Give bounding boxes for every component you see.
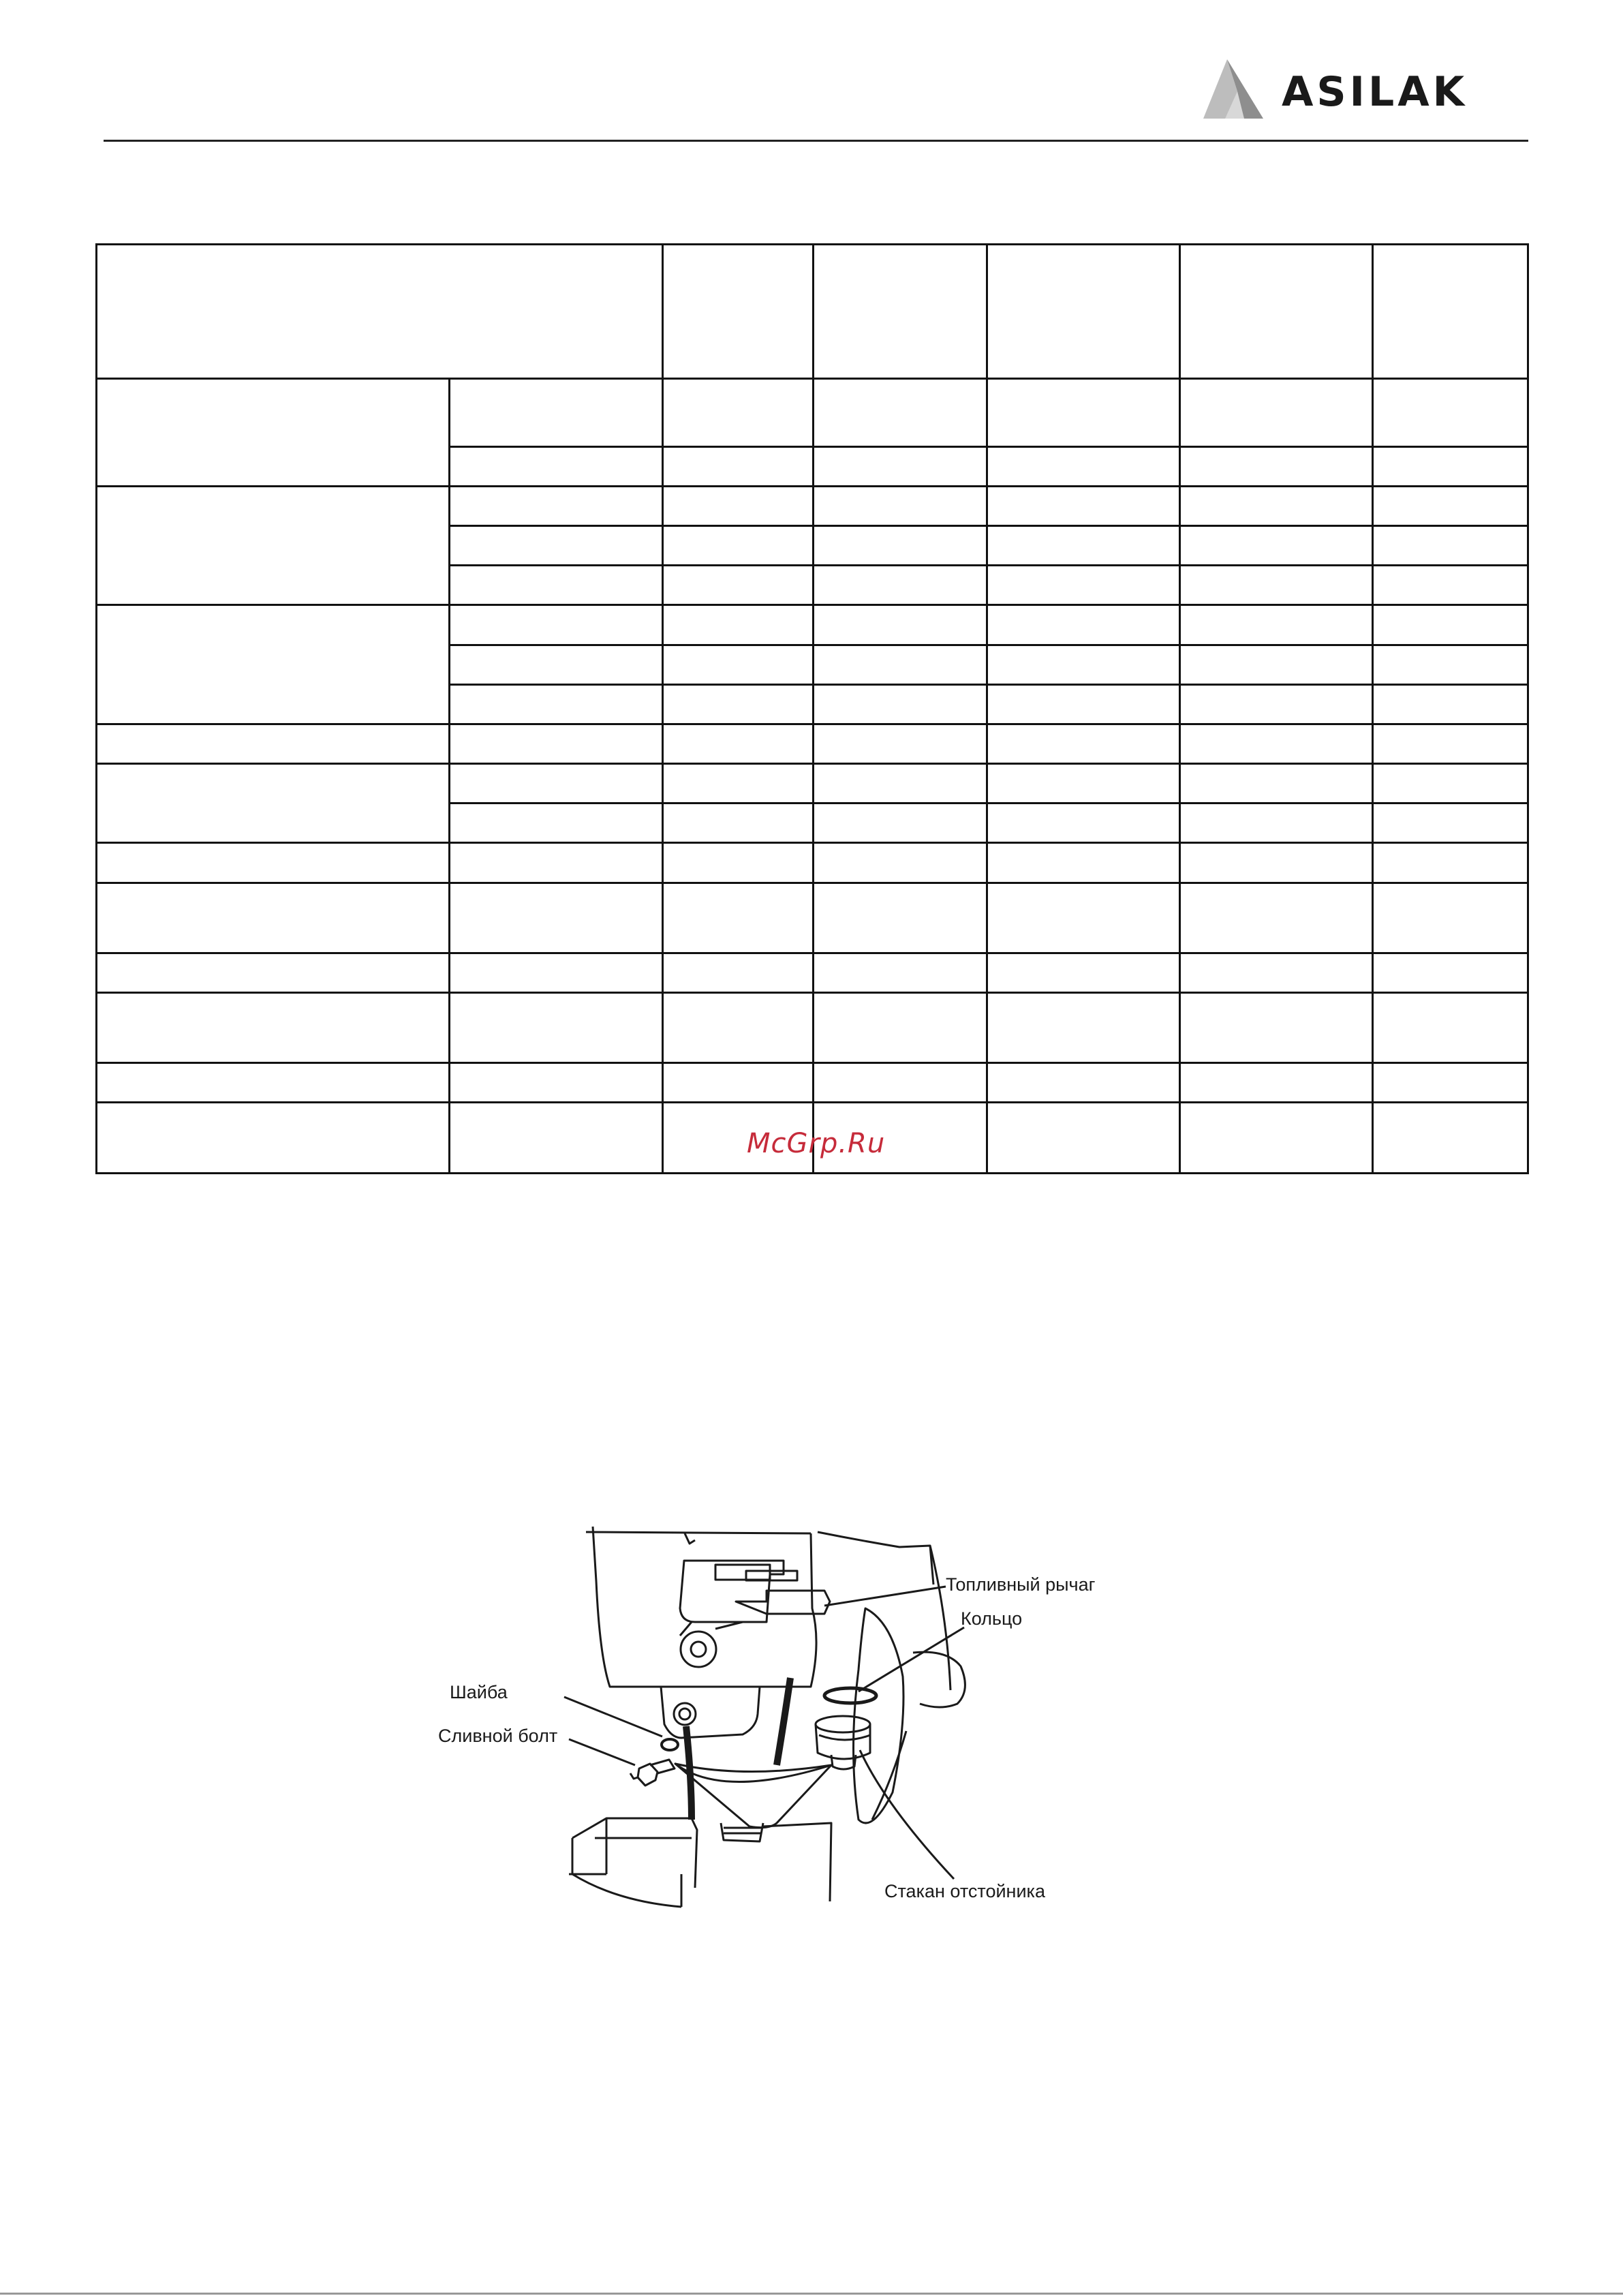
table-cell [663, 883, 814, 953]
table-cell [1373, 1103, 1528, 1174]
table-cell [663, 953, 814, 992]
table-row [97, 724, 1528, 763]
table-cell [1373, 883, 1528, 953]
table-cell [987, 803, 1180, 843]
table-cell [814, 883, 987, 953]
table-cell [450, 803, 663, 843]
table-cell [1180, 605, 1373, 645]
table-cell [814, 487, 987, 526]
table-cell [1373, 953, 1528, 992]
table-cell [450, 378, 663, 446]
table-cell [450, 1063, 663, 1103]
sediment-cup-diagram [422, 1520, 1186, 1929]
table-cell [814, 764, 987, 803]
drain-bolt-label: Сливной болт [438, 1726, 558, 1746]
table-cell [1180, 446, 1373, 486]
table-cell [1373, 605, 1528, 645]
table-cell [814, 953, 987, 992]
table-cell [1373, 993, 1528, 1063]
table-cell [663, 526, 814, 566]
table-cell [450, 566, 663, 605]
table-cell [987, 684, 1180, 724]
table-cell [1180, 684, 1373, 724]
table-row [97, 605, 1528, 645]
table-row [97, 843, 1528, 883]
table-cell [663, 245, 814, 379]
table-cell [450, 764, 663, 803]
table-cell [97, 1103, 450, 1174]
table-cell [1373, 378, 1528, 446]
table-cell [97, 724, 450, 763]
table-cell [663, 803, 814, 843]
table-cell [987, 1103, 1180, 1174]
table-cell [450, 1103, 663, 1174]
table-cell [1180, 526, 1373, 566]
table-cell [97, 487, 450, 605]
table-cell [1373, 1063, 1528, 1103]
table-cell [1373, 526, 1528, 566]
table-cell [987, 883, 1180, 953]
table-cell [987, 764, 1180, 803]
table-cell [1180, 883, 1373, 953]
brand-logo [1196, 56, 1524, 124]
table-cell [97, 953, 450, 992]
brand-wordmark: ASILAK [1282, 68, 1468, 116]
table-cell [987, 645, 1180, 684]
table-cell [987, 724, 1180, 763]
table-cell [1180, 724, 1373, 763]
fuel-lever-label: Топливный рычаг [946, 1574, 1096, 1595]
table-cell [97, 245, 663, 379]
table-cell [987, 526, 1180, 566]
table-cell [1180, 843, 1373, 883]
table-cell [663, 684, 814, 724]
table-cell [1373, 724, 1528, 763]
ring-label: Кольцо [961, 1608, 1023, 1629]
table-cell [1180, 764, 1373, 803]
table-cell [1180, 1063, 1373, 1103]
table-cell [97, 764, 450, 843]
table-cell [814, 803, 987, 843]
spec-table [95, 243, 1529, 1174]
table-cell [987, 245, 1180, 379]
table-cell [814, 245, 987, 379]
table-cell [1373, 843, 1528, 883]
table-cell [1373, 803, 1528, 843]
table-cell [450, 645, 663, 684]
table-cell [987, 487, 1180, 526]
table-cell [663, 605, 814, 645]
table-cell [663, 724, 814, 763]
table-cell [1373, 684, 1528, 724]
table-cell [450, 684, 663, 724]
table-cell [814, 724, 987, 763]
sediment-cup-label: Стакан отстойника [884, 1881, 1045, 1901]
table-cell [663, 446, 814, 486]
table-cell [814, 446, 987, 486]
table-cell [1180, 953, 1373, 992]
table-row [97, 1063, 1528, 1103]
table-cell [1373, 245, 1528, 379]
table-cell [987, 1063, 1180, 1103]
table-cell [450, 883, 663, 953]
table-row [97, 764, 1528, 803]
table-cell [987, 953, 1180, 992]
watermark: McGrp.Ru [747, 1128, 886, 1159]
table-cell [987, 446, 1180, 486]
table-cell [987, 378, 1180, 446]
table-cell [450, 993, 663, 1063]
table-cell [663, 378, 814, 446]
table-cell [450, 487, 663, 526]
table-cell [814, 843, 987, 883]
table-cell [663, 843, 814, 883]
table-cell [814, 993, 987, 1063]
table-cell [450, 605, 663, 645]
table-cell [1180, 487, 1373, 526]
table-cell [1180, 566, 1373, 605]
table-cell [1180, 378, 1373, 446]
table-cell [97, 883, 450, 953]
table-cell [450, 446, 663, 486]
table-cell [1180, 1103, 1373, 1174]
table-cell [987, 843, 1180, 883]
table-cell [450, 526, 663, 566]
table-cell [1180, 245, 1373, 379]
table-cell [97, 1063, 450, 1103]
table-cell [1180, 803, 1373, 843]
header-divider [104, 140, 1528, 142]
table-cell [814, 645, 987, 684]
table-cell [1373, 446, 1528, 486]
table-cell [450, 953, 663, 992]
table-cell [1180, 645, 1373, 684]
table-cell [663, 487, 814, 526]
table-cell [663, 993, 814, 1063]
table-cell [450, 843, 663, 883]
table-cell [814, 684, 987, 724]
table-cell [987, 566, 1180, 605]
table-cell [97, 993, 450, 1063]
logo-mountain-icon [1196, 56, 1278, 124]
table-cell [814, 1063, 987, 1103]
table-row [97, 953, 1528, 992]
table-cell [663, 1063, 814, 1103]
table-cell [450, 724, 663, 763]
bottom-divider [0, 2293, 1623, 2295]
table-cell [97, 378, 450, 486]
table-cell [1373, 487, 1528, 526]
table-cell [814, 605, 987, 645]
table-row [97, 883, 1528, 953]
table-cell [814, 526, 987, 566]
table-row [97, 378, 1528, 446]
table-cell [814, 566, 987, 605]
table-cell [987, 993, 1180, 1063]
table-header-row [97, 245, 1528, 379]
table-cell [1373, 764, 1528, 803]
washer-label: Шайба [450, 1682, 508, 1702]
table-cell [663, 764, 814, 803]
table-cell [97, 843, 450, 883]
table-row [97, 993, 1528, 1063]
table-cell [814, 378, 987, 446]
table-cell [1180, 993, 1373, 1063]
table-cell [1373, 566, 1528, 605]
table-cell [97, 605, 450, 724]
table-cell [663, 645, 814, 684]
table-row [97, 487, 1528, 526]
table-cell [1373, 645, 1528, 684]
table-cell [663, 566, 814, 605]
table-cell [987, 605, 1180, 645]
